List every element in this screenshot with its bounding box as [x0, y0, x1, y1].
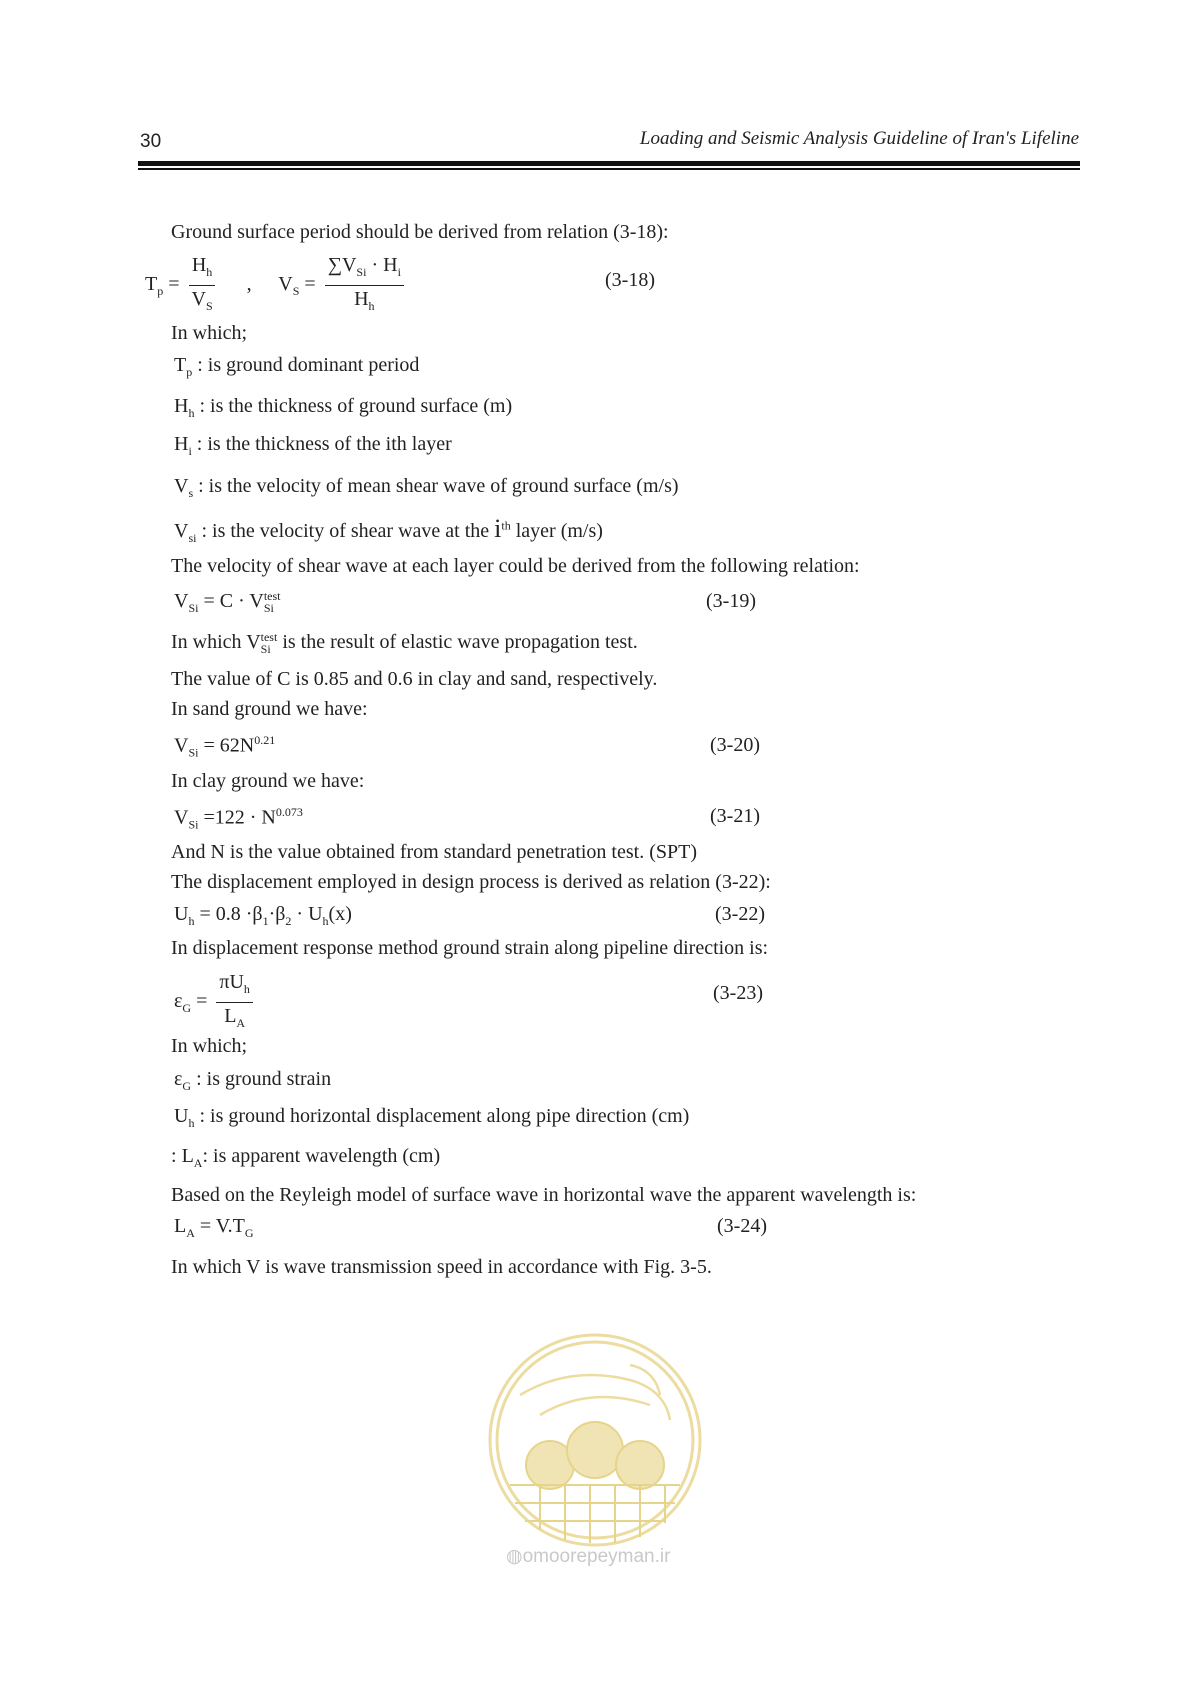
equation-3-23: $\varepsilon_G$ = $\frac{\pi U_h}{L_A}$	[174, 970, 257, 1035]
equation-3-19: $V_{Si} = C \cdot V$ test Si	[174, 589, 281, 616]
equation-3-24: $L_A = V.T_G$	[174, 1215, 254, 1240]
equation-3-22: $U_h = 0.8 \cdot\beta_1\cdot\beta_2 \cdot U_h(x)$	[174, 903, 352, 928]
eq-fraction-sum: $\frac{\sum V_{Si} \cdot H_i}{H_h}$	[325, 253, 404, 318]
definition-hh: $H_h$ : is the thickness of ground surface (m)	[174, 395, 513, 420]
definition-vsi: $V_{si}$ : is the velocity of shear wave at the $i^{th}$ layer (m/s)	[174, 514, 603, 545]
paragraph-intro: Ground surface period should be derived from relation (3-18):	[171, 221, 669, 243]
equation-3-20: $V_{Si} = 62N^{0.21}$	[174, 733, 276, 760]
definition-tp: $T_p$ : is ground dominant period	[174, 354, 420, 379]
eq-fraction-strain: $\frac{\pi U_h}{L_A}$	[216, 970, 253, 1035]
in-which-label-2: In which;	[171, 1035, 248, 1057]
page-number: 30	[140, 131, 162, 152]
globe-icon: ◍	[506, 1546, 523, 1567]
definition-uh: $U_h$ : is ground horizontal displacement along pipe direction (cm)	[174, 1105, 690, 1130]
equation-number-3-22: (3-22)	[715, 903, 765, 925]
equation-number-3-23: (3-23)	[713, 982, 763, 1004]
eq-fraction-hh-vs: $\frac{H_h}{V_S}$	[189, 253, 216, 318]
paragraph-in-which-vsi-test: In which V test Si is the result of elastic wave propagation test.	[171, 630, 638, 657]
equation-number-3-18: (3-18)	[605, 269, 655, 291]
definition-hi: $H_i$ : is the thickness of the ith layer	[174, 433, 452, 458]
paragraph-ground-strain: In displacement response method ground strain along pipeline direction is:	[171, 937, 769, 959]
equation-3-21: $V_{Si} =122 \cdot N^{0.073}$	[174, 805, 303, 832]
paragraph-displacement: The displacement employed in design process is derived as relation (3-22):	[171, 871, 771, 893]
definition-la: : $L_A$: is apparent wavelength (cm)	[171, 1145, 441, 1170]
equation-3-18: $T_p$ = $\frac{H_h}{V_S}$ , $V_S$ = $\frac{\sum V_{Si} \cdot H_i}{H_h}$	[145, 253, 408, 318]
paragraph-shear-velocity: The velocity of shear wave at each layer could be derived from the following relation:	[171, 555, 860, 577]
eq-vs-symbol: $V_S$	[278, 273, 300, 299]
running-title: Loading and Seismic Analysis Guideline of Iran's Lifeline	[639, 128, 1079, 149]
eq-tp-symbol: $T_p$	[145, 273, 164, 299]
watermark-site: ◍omoorepeyman.ir	[506, 1546, 671, 1567]
definition-vs: $V_s$ : is the velocity of mean shear wave of ground surface (m/s)	[174, 475, 679, 500]
equation-number-3-24: (3-24)	[717, 1215, 767, 1237]
paragraph-sand: In sand ground we have:	[171, 698, 368, 720]
watermark-logo-icon	[480, 1325, 710, 1555]
header-rule-thick	[138, 161, 1080, 166]
paragraph-clay: In clay ground we have:	[171, 770, 365, 792]
equation-number-3-20: (3-20)	[710, 734, 760, 756]
in-which-label: In which;	[171, 322, 248, 344]
paragraph-c-values: The value of C is 0.85 and 0.6 in clay and sand, respectively.	[171, 668, 658, 690]
paragraph-wave-speed: In which V is wave transmission speed in accordance with Fig. 3-5.	[171, 1256, 712, 1278]
equation-number-3-19: (3-19)	[706, 590, 756, 612]
paragraph-reyleigh: Based on the Reyleigh model of surface wave in horizontal wave the apparent wavelength is:	[171, 1184, 917, 1206]
paragraph-spt: And N is the value obtained from standard penetration test. (SPT)	[171, 841, 697, 863]
header-rule-thin	[138, 168, 1080, 170]
equation-number-3-21: (3-21)	[710, 805, 760, 827]
definition-eps-g: $\varepsilon_G$ : is ground strain	[174, 1068, 332, 1093]
